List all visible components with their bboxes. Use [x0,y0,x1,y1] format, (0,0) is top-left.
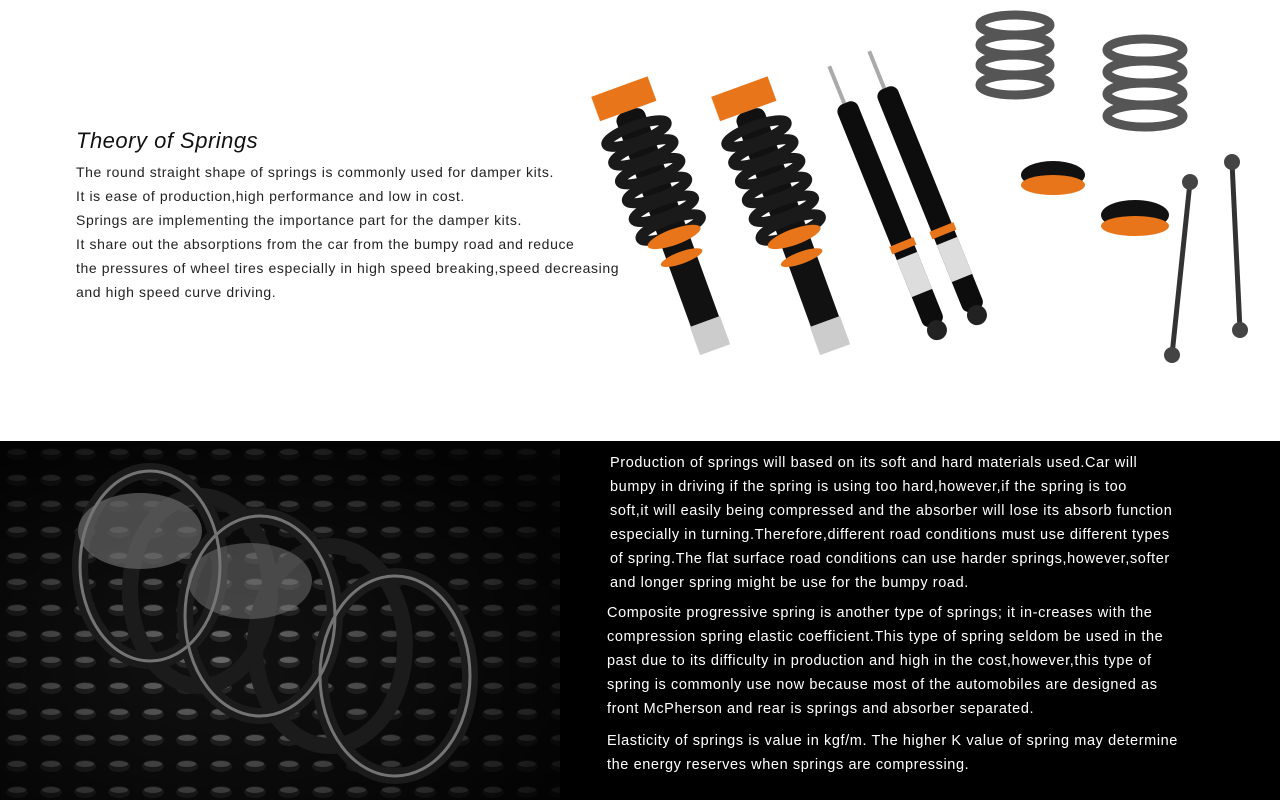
paragraph-line: Production of springs will based on its soft and hard materials used.Car will [610,455,1138,471]
paragraph-line: past due to its difficulty in production and high in the cost,however,this type of [607,653,1152,669]
intro-line: It is ease of production,high performance and low in cost. [76,188,465,204]
intro-line: the pressures of wheel tires especially in high speed breaking,speed decreasing [76,260,620,276]
paragraph-spring-materials [610,451,1210,595]
springs-photo [0,441,560,800]
paragraph-line: and longer spring might be use for the bumpy road. [610,575,969,591]
paragraph-line: compression spring elastic coefficient.This type of spring seldom be used in the [607,629,1164,645]
paragraph-line: Composite progressive spring is another type of springs; it in-creases with the [607,605,1153,621]
section-title: Theory of Springs [76,128,259,153]
intro-line: Springs are implementing the importance part for the damper kits. [76,212,522,228]
paragraph-line: spring is commonly use now because most of the automobiles are designed as [607,677,1158,693]
paragraph-progressive-spring [607,601,1207,721]
paragraph-line: front McPherson and rear is springs and absorber separated. [607,701,1035,717]
paragraph-line: especially in turning.Therefore,different road conditions must use different types [610,527,1170,543]
paragraph-elasticity [607,729,1227,777]
intro-text [76,160,676,304]
intro-line: The round straight shape of springs is commonly used for damper kits. [76,164,554,180]
paragraph-line: of spring.The flat surface road conditions can use harder springs,however,softer [610,551,1170,567]
paragraph-line: the energy reserves when springs are compressing. [607,757,970,773]
intro-line: and high speed curve driving. [76,284,277,300]
paragraph-line: bumpy in driving if the spring is using too hard,however,if the spring is too [610,479,1127,495]
paragraph-line: Elasticity of springs is value in kgf/m. The higher K value of spring may determine [607,733,1178,749]
paragraph-line: soft,it will easily being compressed and the absorber will lose its absorb function [610,503,1173,519]
intro-line: It share out the absorptions from the car from the bumpy road and reduce [76,236,575,252]
